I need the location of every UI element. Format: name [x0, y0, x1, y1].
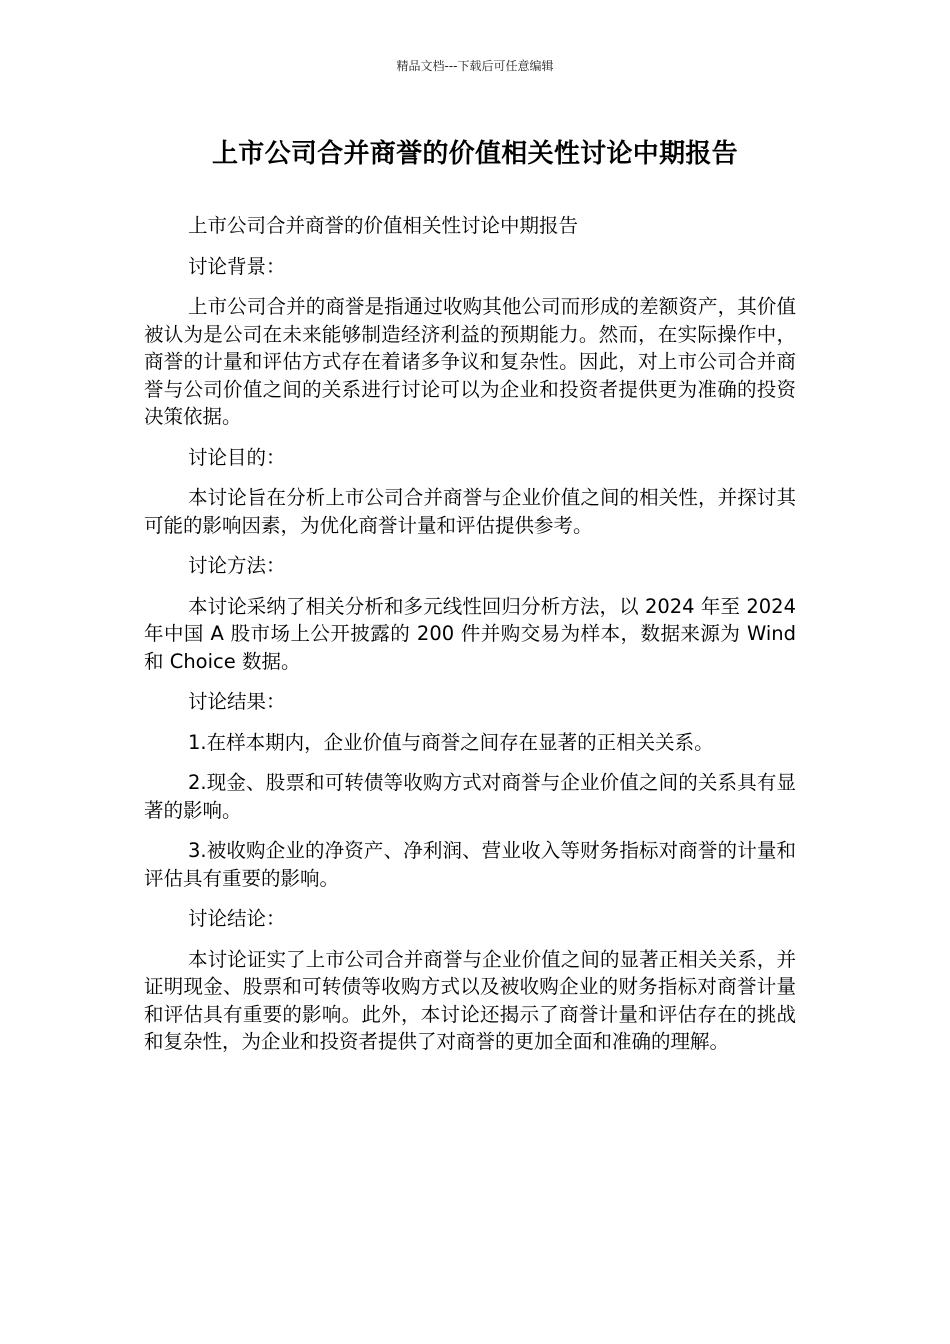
document-body	[144, 212, 796, 1069]
body-paragraph-conclusion: 本讨论证实了上市公司合并商誉与企业价值之间的显著正相关关系，并证明现金、股票和可转债等收购方式以及被收购企业的财务指标对商誉计量和评估具有重要的影响。此外，本讨论还揭示了商誉计量和评估存在的挑战和复杂性，为企业和投资者提供了对商誉的更加全面和准确的理解。	[144, 947, 796, 1053]
section-heading-conclusion: 讨论结论：	[188, 907, 286, 930]
header-note: 精品文档---下载后可任意编辑	[396, 59, 554, 73]
section-heading-background: 讨论背景：	[188, 254, 286, 278]
body-paragraph-subtitle: 上市公司合并商誉的价值相关性讨论中期报告	[188, 214, 579, 237]
section-heading-purpose: 讨论目的：	[188, 445, 286, 469]
result-item-2: 2.现金、股票和可转债等收购方式对商誉与企业价值之间的关系具有显著的影响。	[144, 771, 796, 822]
result-item-3: 3.被收购企业的净资产、净利润、营业收入等财务指标对商誉的计量和评估具有重要的影响。	[144, 839, 796, 890]
section-heading-results: 讨论结果：	[188, 690, 286, 713]
result-item-1: 1.在样本期内，企业价值与商誉之间存在显著的正相关关系。	[188, 730, 714, 754]
document-title: 上市公司合并商誉的价值相关性讨论中期报告	[211, 139, 738, 169]
body-paragraph-background: 上市公司合并的商誉是指通过收购其他公司而形成的差额资产，其价值被认为是公司在未来能够制造经济利益的预期能力。然而，在实际操作中，商誉的计量和评估方式存在着诸多争议和复杂性。因此，对上市公司合并商誉与公司价值之间的关系进行讨论可以为企业和投资者提供更为准确的投资决策依据。	[144, 295, 796, 428]
body-paragraph-method: 本讨论采纳了相关分析和多元线性回归分析方法，以 2024 年至 2024 年中国 A 股市场上公开披露的 200 件并购交易为样本，数据来源为 Wind 和 Choice 数据。	[144, 594, 796, 673]
body-paragraph-purpose: 本讨论旨在分析上市公司合并商誉与企业价值之间的相关性，并探讨其可能的影响因素，为优化商誉计量和评估提供参考。	[144, 486, 796, 537]
section-heading-method: 讨论方法：	[188, 554, 286, 577]
